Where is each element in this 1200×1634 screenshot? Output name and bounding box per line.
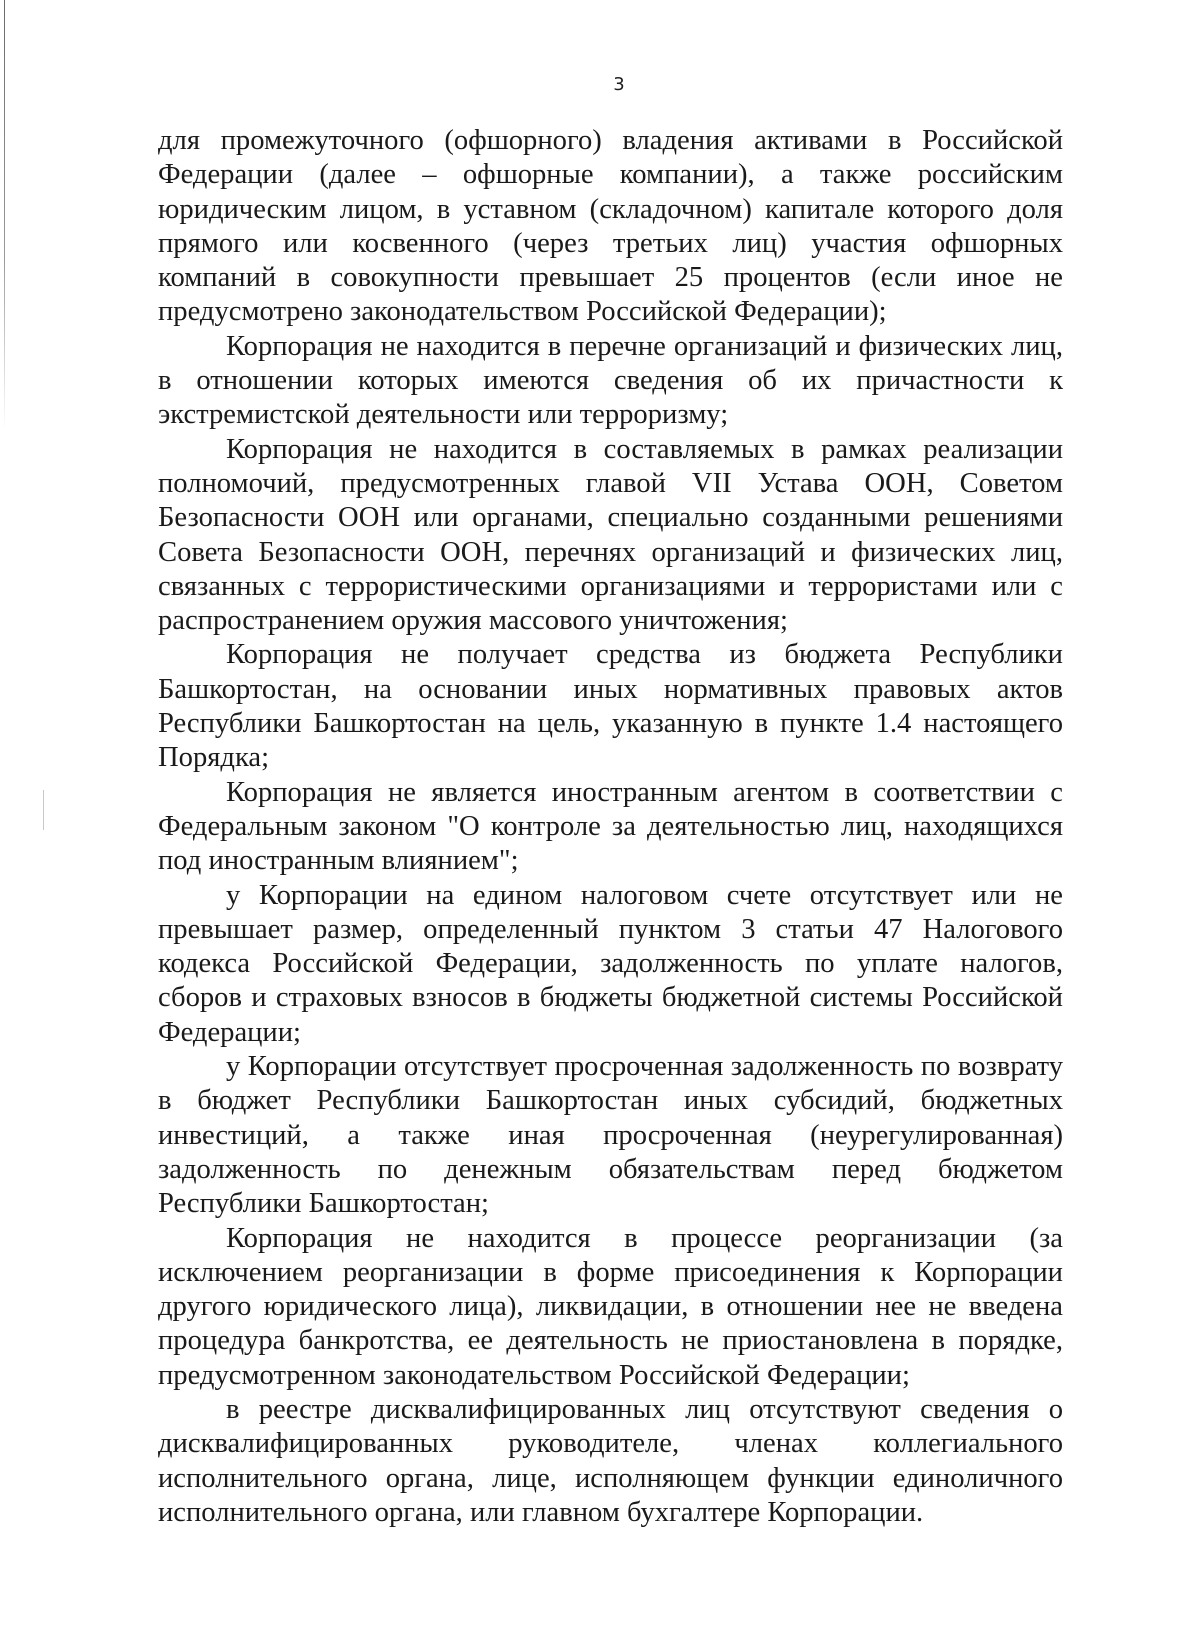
page-number: 3 xyxy=(613,74,625,95)
scan-edge-line xyxy=(4,0,5,430)
paragraph-disqualified-persons: в реестре дисквалифицированных лиц отсутствуют сведения о дисквалифицированных руководителе, членах коллегиального исполнительного органа, лице, исполняющем функции единоличного исполнительного органа, или главном бухгалтере Корпорации. xyxy=(158,1393,1063,1528)
paragraph-un-security-council-list: Корпорация не находится в составляемых в рамках реализации полномочий, предусмотренных главой VII Устава ООН, Советом Безопасности ООН или органами, специально созданными решениями Совета Безопасности ООН, перечнях организаций и физических лиц, связанных с террористическими организациями и террористами или с распространением оружия массового уничтожения; xyxy=(158,433,1063,637)
scan-edge-mark xyxy=(43,790,44,830)
paragraph-foreign-agent: Корпорация не является иностранным агентом в соответствии с Федеральным законом "О контроле за деятельностью лиц, находящихся под иностранным влиянием"; xyxy=(158,776,1063,877)
paragraph-extremism-list: Корпорация не находится в перечне организаций и физических лиц, в отношении которых имеются сведения об их причастности к экстремистской деятельности или терроризму; xyxy=(158,330,1063,431)
paragraph-tax-debt: у Корпорации на едином налоговом счете отсутствует или не превышает размер, определенный пунктом 3 статьи 47 Налогового кодекса Российской Федерации, задолженность по уплате налогов, сборов и страховых взносов в бюджеты бюджетной системы Российской Федерации; xyxy=(158,879,1063,1048)
paragraph-overdue-debt: у Корпорации отсутствует просроченная задолженность по возврату в бюджет Республики Башкортостан иных субсидий, бюджетных инвестиций, а также иная просроченная (неурегулированная) задолженность по денежным обязательствам перед бюджетом Республики Башкортостан; xyxy=(158,1051,1063,1220)
paragraph-offshore-continuation: для промежуточного (офшорного) владения активами в Российской Федерации (далее – офшорные компании), а также российским юридическим лицом, в уставном (складочном) капитале которого доля прямого или косвенного (через третьих лиц) участия офшорных компаний в совокупности превышает 25 процентов (если иное не предусмотрено законодательством Российской Федерации); xyxy=(158,125,1063,328)
document-body xyxy=(158,124,1063,1530)
paragraph-reorganization: Корпорация не находится в процессе реорганизации (за исключением реорганизации в форме присоединения к Корпорации другого юридического лица), ликвидации, в отношении нее не введена процедура банкротства, ее деятельность не приостановлена в порядке, предусмотренном законодательством Российской Федерации; xyxy=(158,1222,1063,1391)
paragraph-budget-funds: Корпорация не получает средства из бюджета Республики Башкортостан, на основании иных нормативных правовых актов Республики Башкортостан на цель, указанную в пункте 1.4 настоящего Порядка; xyxy=(158,639,1063,774)
